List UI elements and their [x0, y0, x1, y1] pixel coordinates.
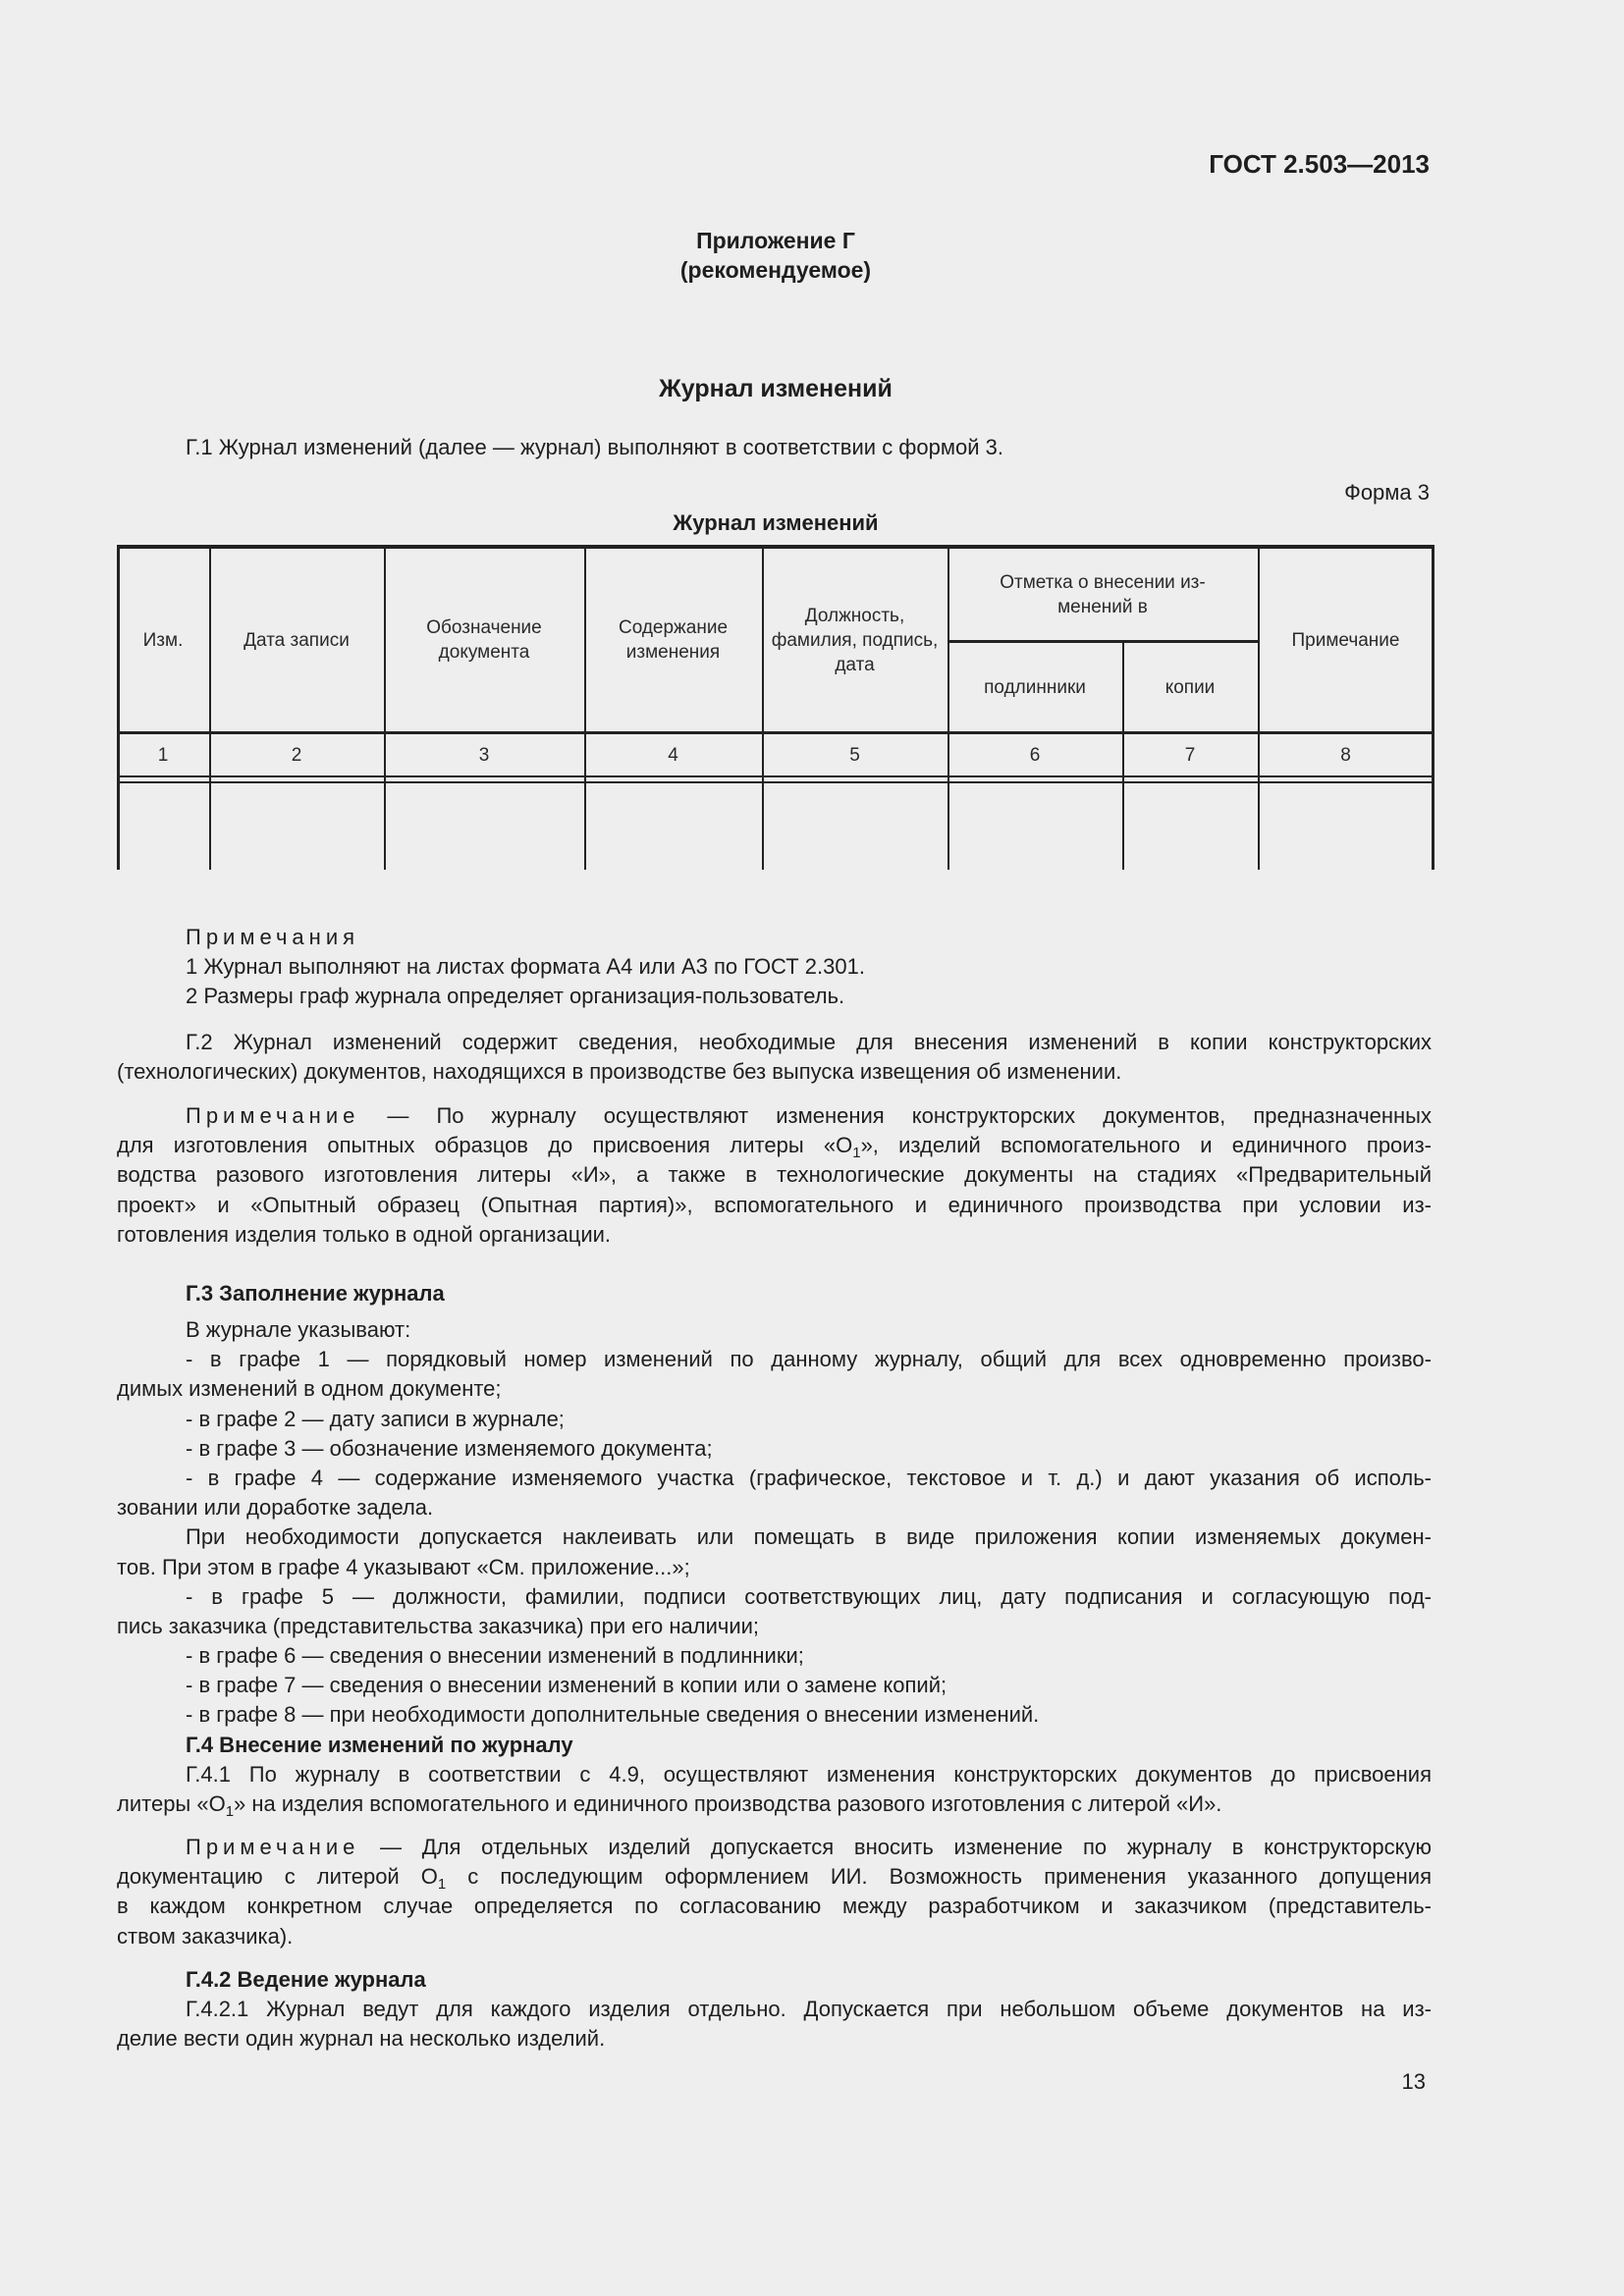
section-g3-body	[117, 1315, 1432, 1819]
text-run: с последующим оформлением ИИ. Возможность применения указанного допущения	[446, 1864, 1432, 1890]
text-run: для изготовления опытных образцов до присвоения литеры «О	[117, 1133, 853, 1158]
text-line	[117, 1582, 1432, 1612]
text-line	[117, 1700, 1432, 1730]
column-number: 6	[1029, 744, 1041, 766]
text-run: - в графе 2 — дату записи в журнале;	[186, 1406, 565, 1431]
page-number: 13	[1401, 2069, 1426, 2094]
note-label: Примечание	[186, 1835, 360, 1859]
column-number: 3	[478, 744, 490, 766]
text-run: - в графе 4 — содержание изменяемого участка (графическое, текстовое и т. д.) и дают указания об исполь-	[186, 1465, 1432, 1490]
change-log-table	[117, 545, 1434, 870]
column-number: 7	[1184, 744, 1196, 766]
table-rule	[117, 545, 120, 870]
text-line	[117, 1279, 1432, 1308]
column-header: Обозначение документа	[426, 617, 542, 663]
column-header: Изм.	[142, 629, 184, 651]
column-header-group: Отметка о внесении из-менений в	[1000, 571, 1206, 617]
subscript: 1	[437, 1876, 447, 1893]
text-line	[117, 1131, 1432, 1160]
text-run: Г.2 Журнал изменений содержит сведения, необходимые для внесения изменений в копии конструкторских	[186, 1030, 1432, 1054]
text-line	[117, 1995, 1432, 2024]
text-run: - в графе 8 — при необходимости дополнительные сведения о внесении изменений.	[186, 1702, 1040, 1728]
text-run: 2 Размеры граф журнала определяет организация-пользователь.	[186, 984, 845, 1009]
text-run: Г.4.2.1 Журнал ведут для каждого изделия отдельно. Допускается при небольшом объеме документов на из-	[186, 1997, 1432, 2022]
text-run: в каждом конкретном случае определяется по согласованию между разработчиком и заказчиком (представитель-	[117, 1894, 1432, 1919]
text-line	[117, 1641, 1432, 1671]
text-run: зовании или доработке задела.	[117, 1495, 434, 1521]
column-header: Дата записи	[244, 629, 350, 651]
text-run: — По журналу осуществляют изменения конструкторских документов, предназначенных	[359, 1103, 1432, 1128]
table-rule	[384, 545, 386, 870]
text-run: водства разового изготовления литеры «И», а также в технологические документы на стадиях «Предварительный	[117, 1162, 1432, 1188]
text-run: В журнале указывают:	[186, 1317, 411, 1342]
text-line	[117, 1434, 1432, 1464]
text-line	[117, 1220, 1432, 1250]
text-run: - в графе 1 — порядковый номер изменений по данному журналу, общий для всех одновременно произво-	[186, 1347, 1432, 1372]
text-line	[117, 1057, 1432, 1087]
note-paragraph	[117, 1101, 1432, 1250]
text-line	[117, 1160, 1432, 1190]
text-line	[117, 1464, 1432, 1493]
text-run: При необходимости допускается наклеивать или помещать в виде приложения копии изменяемых докумен-	[186, 1524, 1432, 1550]
column-number: 2	[291, 744, 302, 766]
form-label: Форма 3	[1344, 480, 1430, 505]
column-number: 8	[1340, 744, 1351, 766]
text-run: (технологических) документов, находящихся в производстве без выпуска извещения об изменении.	[117, 1059, 1122, 1085]
section-g42	[117, 1965, 1432, 2055]
text-line	[117, 1405, 1432, 1434]
table-rule	[117, 781, 1434, 783]
text-line	[117, 1345, 1432, 1374]
column-header: Примечание	[1291, 629, 1400, 651]
text-run: документацию с литерой О	[117, 1864, 438, 1890]
text-line	[117, 1789, 1432, 1819]
text-run: тов. При этом в графе 4 указывают «См. приложение...»;	[117, 1554, 690, 1579]
text-line	[117, 1028, 1432, 1057]
text-run: димых изменений в одном документе;	[117, 1376, 502, 1402]
column-number: 4	[668, 744, 678, 766]
text-run: — Для отдельных изделий допускается вносить изменение по журналу в конструкторскую	[359, 1835, 1432, 1859]
note-label: Примечание	[186, 1103, 360, 1128]
table-rule	[1432, 545, 1435, 870]
table-rule	[117, 775, 1434, 777]
appendix-title: Приложение Г	[696, 228, 855, 253]
text-run: ством заказчика).	[117, 1923, 294, 1949]
column-header: Содержание изменения	[618, 617, 729, 663]
text-run: готовления изделия только в одной организации.	[117, 1221, 612, 1247]
paragraph-g2	[117, 1028, 1432, 1087]
intro-paragraph: Г.1 Журнал изменений (далее — журнал) выполняют в соответствии с формой 3.	[186, 435, 1003, 459]
section-heading-g3	[117, 1279, 1432, 1308]
text-run: Г.4.2 Ведение журнала	[186, 1967, 426, 1992]
text-line	[117, 1862, 1432, 1892]
text-line	[117, 1191, 1432, 1220]
text-run: делие вести один журнал на несколько изделий.	[117, 2026, 606, 2052]
table-rule	[1258, 545, 1260, 870]
text-run: пись заказчика (представительства заказчика) при его наличии;	[117, 1613, 760, 1638]
text-line	[117, 1922, 1432, 1951]
subscript: 1	[852, 1145, 861, 1161]
text-run: » на изделия вспомогательного и единичного производства разового изготовления с литерой «И».	[234, 1791, 1222, 1816]
section-title: Журнал изменений	[659, 375, 893, 402]
text-run: - в графе 3 — обозначение изменяемого документа;	[186, 1435, 713, 1461]
text-run: 1 Журнал выполняют на листах формата А4 или А3 по ГОСТ 2.301.	[186, 954, 865, 980]
text-line	[117, 982, 1432, 1011]
text-line	[117, 1553, 1432, 1582]
text-run: », изделий вспомогательного и единичного произ-	[860, 1133, 1432, 1158]
document-code: ГОСТ 2.503—2013	[1209, 149, 1430, 179]
text-run: Г.4.1 По журналу в соответствии с 4.9, осуществляют изменения конструкторских документов до присвоения	[186, 1761, 1432, 1787]
table-rule	[209, 545, 211, 870]
text-run: - в графе 5 — должности, фамилии, подписи соответствующих лиц, дату подписания и согласующую под-	[186, 1583, 1432, 1609]
text-line	[117, 1493, 1432, 1522]
text-line	[117, 1892, 1432, 1921]
text-line	[117, 1374, 1432, 1404]
notes-block	[117, 923, 1432, 1012]
text-run: литеры «О	[117, 1791, 226, 1816]
subscript: 1	[225, 1803, 235, 1820]
column-subheader: копии	[1164, 676, 1216, 698]
text-run: - в графе 6 — сведения о внесении изменений в подлинники;	[186, 1643, 804, 1669]
appendix-subtitle: (рекомендуемое)	[679, 257, 872, 283]
table-rule	[584, 545, 586, 870]
table-rule	[762, 545, 764, 870]
column-number: 1	[157, 744, 169, 766]
text-run: проект» и «Опытный образец (Опытная партия)», вспомогательного и единичного производства при условии из-	[117, 1192, 1432, 1217]
column-number: 5	[849, 744, 860, 766]
text-line	[117, 1833, 1432, 1862]
text-line	[117, 1760, 1432, 1789]
text-line	[117, 1731, 1432, 1760]
text-run: Г.4 Внесение изменений по журналу	[186, 1732, 573, 1757]
text-line	[117, 1671, 1432, 1700]
column-subheader: подлинники	[984, 676, 1086, 698]
table-title: Журнал изменений	[673, 510, 879, 535]
text-line	[117, 1612, 1432, 1641]
text-line	[117, 1315, 1432, 1345]
text-line	[117, 952, 1432, 982]
text-line	[117, 1965, 1432, 1995]
text-line	[117, 1101, 1432, 1131]
text-line	[117, 1522, 1432, 1552]
note-paragraph	[117, 1833, 1432, 1951]
text-run: - в графе 7 — сведения о внесении изменений в копии или о замене копий;	[186, 1673, 947, 1698]
note-label: Примечания	[186, 925, 360, 949]
column-header: Должность, фамилия, подпись, дата	[771, 605, 939, 675]
text-line	[117, 2024, 1432, 2054]
text-run: Г.3 Заполнение журнала	[186, 1281, 445, 1306]
text-line	[117, 923, 1432, 952]
